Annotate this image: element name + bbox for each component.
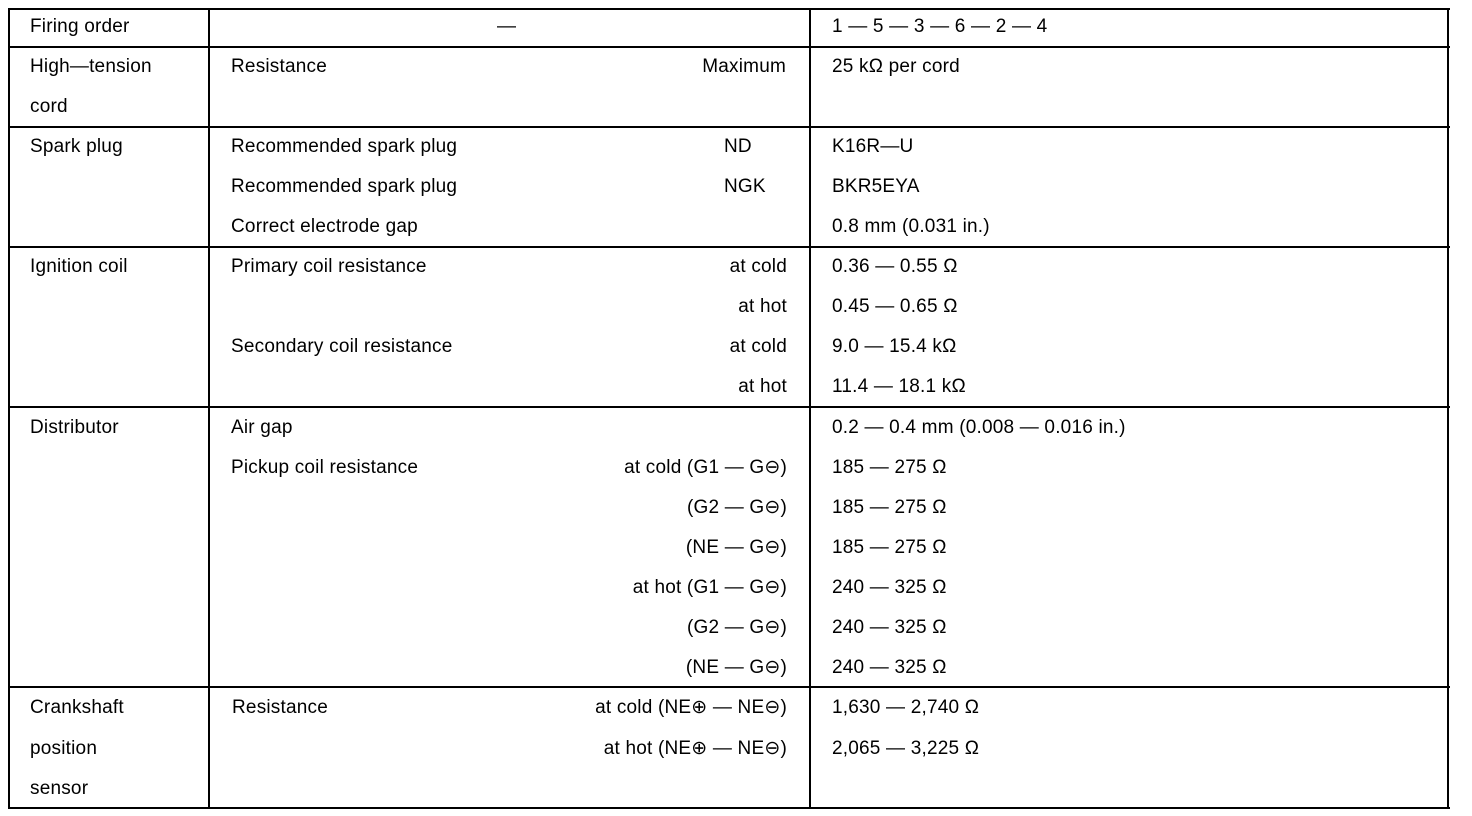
condition-pickup-hot-ne: (NE — G⊖)	[685, 657, 787, 678]
condition-primary-hot: at hot	[738, 296, 787, 317]
item-high-tension-line1: High—tension	[30, 56, 152, 77]
item-crankshaft-line2: position	[30, 738, 98, 759]
column-divider	[208, 8, 210, 809]
condition-crankshaft-hot: at hot (NE⊕ — NE⊖)	[603, 738, 787, 759]
param-air-gap: Air gap	[231, 417, 293, 438]
param-crankshaft-resistance: Resistance	[232, 697, 328, 718]
row-divider	[8, 406, 1450, 408]
value-firing-order: 1 — 5 — 3 — 6 — 2 — 4	[832, 16, 1048, 37]
condition-maximum: Maximum	[702, 56, 786, 77]
value-crankshaft-cold: 1,630 — 2,740 Ω	[832, 697, 980, 718]
condition-pickup-hot-g1: at hot (G1 — G⊖)	[632, 577, 787, 598]
item-firing-order: Firing order	[30, 16, 130, 37]
item-distributor: Distributor	[30, 417, 119, 438]
param-pickup-coil: Pickup coil resistance	[231, 457, 419, 478]
condition-nd: ND	[724, 136, 752, 157]
param-recommended-plug-nd: Recommended spark plug	[231, 136, 458, 157]
value-plug-ngk: BKR5EYA	[832, 176, 920, 197]
item-crankshaft-line1: Crankshaft	[30, 697, 124, 718]
value-pickup-cold-g2: 185 — 275 Ω	[832, 497, 947, 518]
condition-secondary-cold: at cold	[729, 336, 787, 357]
value-pickup-hot-g1: 240 — 325 Ω	[832, 577, 947, 598]
item-ignition-coil: Ignition coil	[30, 256, 128, 277]
param-secondary-coil: Secondary coil resistance	[231, 336, 453, 357]
column-divider	[809, 8, 811, 809]
row-divider	[8, 46, 1450, 48]
condition-pickup-cold-ne: (NE — G⊖)	[685, 537, 787, 558]
param-electrode-gap: Correct electrode gap	[231, 216, 418, 237]
value-pickup-hot-ne: 240 — 325 Ω	[832, 657, 947, 678]
condition-pickup-cold-g2: (G2 — G⊖)	[686, 497, 787, 518]
table-border-right	[1447, 8, 1449, 809]
value-pickup-hot-g2: 240 — 325 Ω	[832, 617, 947, 638]
table-border-bottom	[8, 807, 1450, 809]
condition-ngk: NGK	[724, 176, 766, 197]
value-primary-cold: 0.36 — 0.55 Ω	[832, 256, 958, 277]
item-high-tension-line2: cord	[30, 96, 68, 117]
condition-dash: —	[497, 16, 517, 37]
condition-pickup-hot-g2: (G2 — G⊖)	[686, 617, 787, 638]
row-divider	[8, 686, 1450, 688]
row-divider	[8, 126, 1450, 128]
param-resistance: Resistance	[231, 56, 327, 77]
table-border-left	[8, 8, 10, 809]
value-primary-hot: 0.45 — 0.65 Ω	[832, 296, 958, 317]
value-air-gap: 0.2 — 0.4 mm (0.008 — 0.016 in.)	[832, 417, 1126, 438]
param-recommended-plug-ngk: Recommended spark plug	[231, 176, 458, 197]
condition-primary-cold: at cold	[729, 256, 787, 277]
condition-pickup-cold-g1: at cold (G1 — G⊖)	[624, 457, 787, 478]
value-pickup-cold-ne: 185 — 275 Ω	[832, 537, 947, 558]
item-spark-plug: Spark plug	[30, 136, 123, 157]
value-plug-nd: K16R—U	[832, 136, 914, 157]
value-electrode-gap: 0.8 mm (0.031 in.)	[832, 216, 990, 237]
table-border-top	[8, 8, 1450, 10]
param-primary-coil: Primary coil resistance	[231, 256, 427, 277]
value-crankshaft-hot: 2,065 — 3,225 Ω	[832, 738, 980, 759]
value-cord-resistance: 25 kΩ per cord	[832, 56, 960, 77]
value-secondary-hot: 11.4 — 18.1 kΩ	[832, 376, 966, 397]
condition-secondary-hot: at hot	[738, 376, 787, 397]
item-crankshaft-line3: sensor	[30, 778, 89, 799]
row-divider	[8, 246, 1450, 248]
condition-crankshaft-cold: at cold (NE⊕ — NE⊖)	[595, 697, 787, 718]
value-pickup-cold-g1: 185 — 275 Ω	[832, 457, 947, 478]
value-secondary-cold: 9.0 — 15.4 kΩ	[832, 336, 957, 357]
